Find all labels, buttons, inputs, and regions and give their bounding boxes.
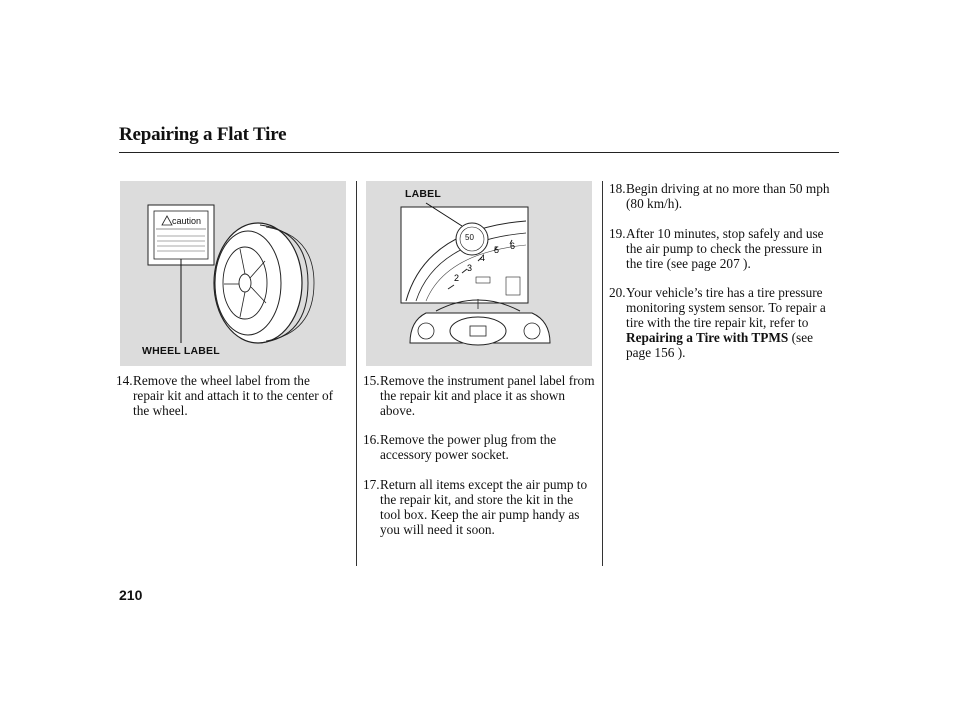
panel-label-caption: LABEL [405,188,441,200]
step-text: Remove the wheel label from the repair kit and attach it to the center of the wheel. [133,373,334,418]
step-17 [363,477,595,537]
step-number: 17. [363,477,380,492]
step-number: 16. [363,432,380,447]
title-divider [119,152,839,153]
svg-text:6: 6 [510,241,516,251]
instrument-panel-illustration [366,181,592,366]
step-text: Return all items except the air pump to the repair kit, and store the kit in the tool box. Keep the air pump handy as you will need it soon. [380,477,588,537]
wheel-label-caption: WHEEL LABEL [142,345,220,357]
wheel-label-figure [120,181,346,366]
svg-text:4: 4 [480,253,486,263]
svg-text:2: 2 [454,273,460,283]
column-divider-left [356,181,357,566]
column-divider-right [602,181,603,566]
step-15 [363,373,595,418]
step-text-after: (see page 156 ). [626,330,814,360]
instrument-panel-figure [366,181,592,366]
step-text: Remove the instrument panel label from the repair kit and place it as shown above. [380,373,595,418]
step-text: Begin driving at no more than 50 mph (80 km/h). [626,181,830,211]
step-number: 20. [609,285,626,300]
page-title: Repairing a Flat Tire [119,124,287,145]
step-number: 18. [609,181,626,196]
step-16 [363,432,595,462]
svg-text:5: 5 [494,245,500,255]
step-number: 15. [363,373,380,388]
step-20 [609,285,841,360]
step-text-before: Your vehicle’s tire has a tire pressure monitoring system sensor. To repair a tire with the tire repair kit, refer to [626,285,826,330]
step-14 [116,373,342,418]
step-number: 19. [609,226,626,241]
step-text [626,285,841,360]
wheel-illustration [120,181,346,366]
step-19 [609,226,841,271]
page-number: 210 [119,587,143,603]
speed-label-text: 50 [465,233,474,242]
step-number: 14. [116,373,133,388]
svg-text:3: 3 [467,263,473,273]
tpms-reference-link[interactable]: Repairing a Tire with TPMS [626,330,789,345]
step-18 [609,181,841,211]
step-text: After 10 minutes, stop safely and use the air pump to check the pressure in the tire (see page 207 ). [626,226,824,271]
caution-text: caution [172,216,202,226]
step-text: Remove the power plug from the accessory power socket. [380,432,557,462]
